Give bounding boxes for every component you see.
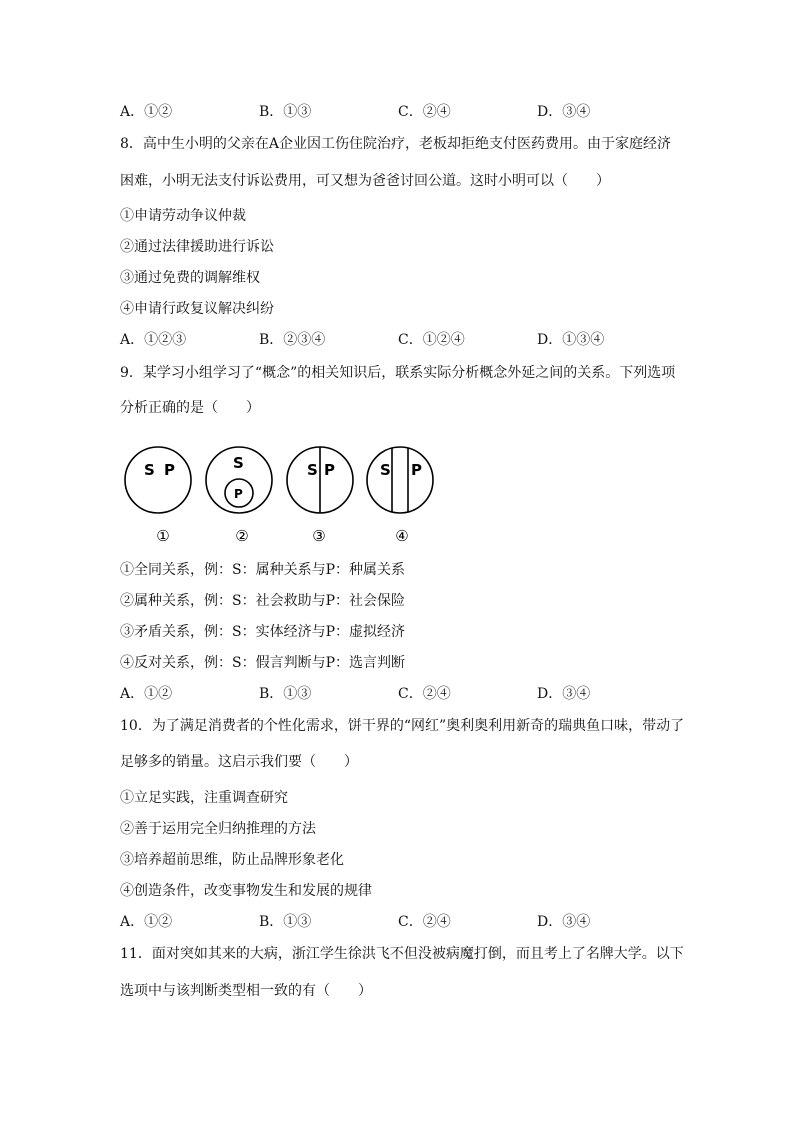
q9-item-4: ④反对关系，例：S：假言判断与P：选言判断 — [120, 655, 406, 671]
option-d: D．①③④ — [537, 332, 605, 348]
q10-stem-line-1: 10．为了满足消费者的个性化需求，饼干界的“网红”奥利奥利用新奇的瑞典鱼口味，带动了 — [120, 718, 685, 734]
diagram-label-3: ③ — [312, 527, 326, 545]
q8-item-3: ③通过免费的调解维权 — [120, 270, 260, 286]
q9-item-3: ③矛盾关系，例：S：实体经济与P：虚拟经济 — [120, 624, 406, 640]
diagram-label-2: ② — [235, 527, 249, 545]
q8-stem-line-1: 8．高中生小明的父亲在A企业因工伤住院治疗，老板却拒绝支付医药费用。由于家庭经济 — [120, 136, 672, 152]
circle-2-s: S — [233, 454, 244, 472]
q10-stem-line-2: 足够多的销量。这启示我们要（ ） — [120, 754, 358, 770]
option-d: D．③④ — [537, 914, 591, 930]
option-c: C．②④ — [398, 914, 451, 930]
option-a: A．①② — [120, 104, 173, 120]
q10-item-2: ②善于运用完全归纳推理的方法 — [120, 821, 316, 837]
circle-2-p: P — [234, 487, 243, 501]
q9-item-1: ①全同关系，例：S：属种关系与P：种属关系 — [120, 562, 406, 578]
q9-item-2: ②属种关系，例：S：社会救助与P：社会保险 — [120, 593, 406, 609]
circle-3-p: P — [324, 461, 335, 479]
diagram-label-4: ④ — [395, 527, 409, 545]
circle-4-p: P — [411, 461, 422, 479]
q9-stem-line-2: 分析正确的是（ ） — [120, 400, 260, 416]
q8-item-2: ②通过法律援助进行诉讼 — [120, 239, 274, 255]
option-b: B．①③ — [259, 686, 312, 702]
concept-relation-diagram — [116, 440, 446, 552]
circle-1-p: P — [164, 461, 175, 479]
circle-4-s: S — [380, 461, 391, 479]
option-c: C．①②④ — [398, 332, 465, 348]
q9-stem-line-1: 9．某学习小组学习了“概念”的相关知识后，联系实际分析概念外延之间的关系。下列选项 — [120, 365, 676, 381]
option-b: B．②③④ — [259, 332, 326, 348]
q9-options — [120, 684, 680, 704]
diagram-label-1: ① — [156, 527, 170, 545]
q10-item-3: ③培养超前思维，防止品牌形象老化 — [120, 852, 344, 868]
circle-3-s: S — [307, 461, 318, 479]
q11-stem-line-2: 选项中与该判断类型相一致的有（ ） — [120, 983, 372, 999]
q10-options — [120, 912, 680, 932]
q10-item-4: ④创造条件，改变事物发生和发展的规律 — [120, 883, 372, 899]
q8-options — [120, 330, 680, 350]
option-d: D．③④ — [537, 686, 591, 702]
option-a: A．①② — [120, 686, 173, 702]
circle-4 — [367, 447, 433, 513]
option-c: C．②④ — [398, 104, 451, 120]
q8-item-1: ①申请劳动争议仲裁 — [120, 208, 246, 224]
option-b: B．①③ — [259, 914, 312, 930]
option-b: B．①③ — [259, 104, 312, 120]
q8-stem-line-2: 困难，小明无法支付诉讼费用，可又想为爸爸讨回公道。这时小明可以（ ） — [120, 173, 610, 189]
circle-1-s: S — [144, 461, 155, 479]
q8-item-4: ④申请行政复议解决纠纷 — [120, 301, 274, 317]
q7-options — [120, 102, 680, 122]
option-c: C．②④ — [398, 686, 451, 702]
circle-1 — [125, 447, 191, 513]
option-d: D．③④ — [537, 104, 591, 120]
q10-item-1: ①立足实践，注重调查研究 — [120, 790, 288, 806]
option-a: A．①②③ — [120, 332, 187, 348]
option-a: A．①② — [120, 914, 173, 930]
q11-stem-line-1: 11．面对突如其来的大病，浙江学生徐洪飞不但没被病魔打倒，而且考上了名牌大学。以下 — [120, 946, 684, 962]
